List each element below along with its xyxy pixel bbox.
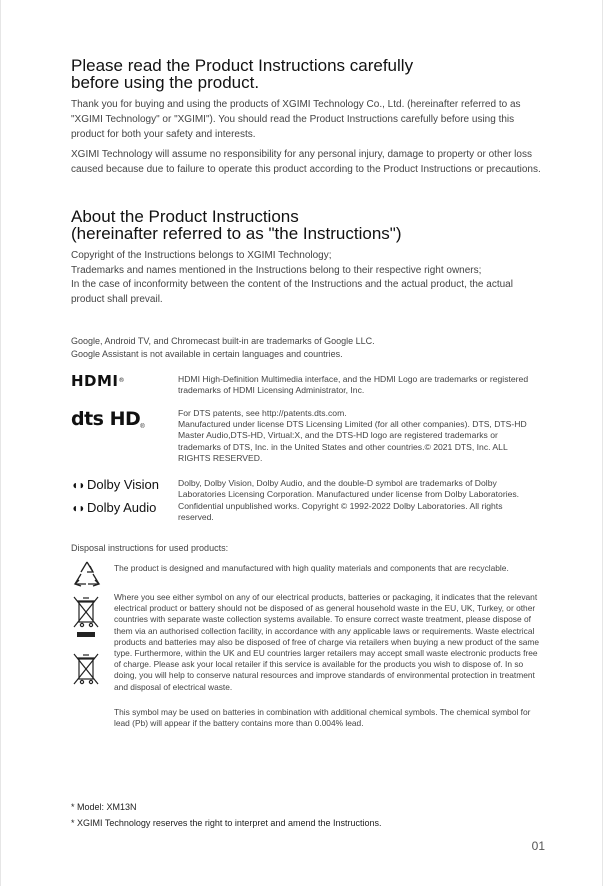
dolby-double-d-icon: ◖◗ — [71, 501, 86, 515]
google-trademark-line2: Google Assistant is not available in certain languages and countries. — [71, 349, 343, 359]
dolby-vision-logo: ◖◗ Dolby Vision — [71, 477, 160, 492]
about-line-1: Copyright of the Instructions belongs to XGIMI Technology; — [71, 250, 332, 261]
google-trademark-line1: Google, Android TV, and Chromecast built-in are trademarks of Google LLC. — [71, 336, 375, 346]
page-number: 01 — [531, 839, 545, 853]
about-heading-line1: About the Product Instructions — [71, 207, 299, 226]
about-heading-line2: (hereinafter referred to as "the Instructions") — [71, 224, 402, 243]
recycle-text: The product is designed and manufactured with high quality materials and components that are recyclable. — [114, 563, 509, 573]
weee-bin-icon — [71, 594, 101, 640]
intro-paragraph-2: XGIMI Technology will assume no responsibility for any personal injury, damage to property or other loss caused because due to failure to operate this product according to the Product Instructions or precautions. — [71, 149, 541, 175]
dolby-audio-logo: ◖◗ Dolby Audio — [71, 500, 157, 515]
hdmi-trademark-text: HDMI High-Definition Multimedia interface, and the HDMI Logo are trademarks or registered trademarks of HDMI Licensing Administrator, Inc. — [178, 374, 529, 396]
about-line-3: In the case of inconformity between the content of the Instructions and the actual product, the actual product shall prevail. — [71, 279, 513, 305]
dts-patents-line: For DTS patents, see http://patents.dts.com. — [178, 408, 347, 418]
recycle-icon — [71, 559, 103, 589]
dolby-trademark-text: Dolby, Dolby Vision, Dolby Audio, and the double-D symbol are trademarks of Dolby Laboratories Licensing Corporation. Manufactured under license from Dolby Laboratories. Confidential unpublished works. Copyright © 1992-2022 Dolby Laboratories. All rights reserved. — [178, 478, 520, 522]
disposal-heading: Disposal instructions for used products: — [71, 543, 229, 553]
about-line-2: Trademarks and names mentioned in the Instructions belong to their respective right owners; — [71, 265, 482, 276]
weee-text: Where you see either symbol on any of our electrical products, batteries or packaging, it indicates that the relevant electrical product or battery should not be disposed of as general household waste in the EU, UK, Turkey, or other countries with separate waste collection systems available. To ensure correct waste treatment, please dispose of them via an authorised collection facility, in accordance with any applicable laws or requirements. Waste electrical products and batteries may also be disposed of free of charge via retailers when buying a new product of the same type. Furthermore, within the UK and EU countries larger retailers may accept small waste electronic products free of charge. Please ask your local retailer if this service is available for the products you wish to dispose of. In so doing, you will help to conserve natural resources and improve standards of environmental protection in treatment and disposal of electrical waste. — [114, 592, 540, 692]
model-note: * Model: XM13N — [71, 802, 137, 812]
intro-paragraph-1: Thank you for buying and using the products of XGIMI Technology Co., Ltd. (hereinafter referred to as "XGIMI Technology" or "XGIMI"). You should read the Product Instructions carefully before using this product for both your safety and interests. — [71, 99, 521, 140]
dolby-double-d-icon: ◖◗ — [71, 478, 86, 492]
dts-trademark-text: Manufactured under license DTS Licensing Limited (for all other companies). DTS, DTS-HD Master Audio,DTS-HD, Virtual:X, and the DTS-HD logo are registered trademarks or trademarks of DTS, Inc. in the United States and other countries.© 2021 DTS, Inc. ALL RIGHTS RESERVED. — [178, 419, 527, 463]
main-heading-line2: before using the product. — [71, 73, 260, 92]
page-edge-left — [0, 0, 1, 886]
hdmi-logo: HDMI® — [71, 372, 126, 390]
rights-note: * XGIMI Technology reserves the right to interpret and amend the Instructions. — [71, 818, 382, 828]
battery-text: This symbol may be used on batteries in combination with additional chemical symbols. The chemical symbol for lead (Pb) will appear if the battery contains more than 0.004% lead. — [114, 707, 531, 729]
battery-bin-icon — [71, 651, 101, 687]
dts-hd-logo: dts HD® — [71, 408, 145, 430]
main-heading-line1: Please read the Product Instructions carefully — [71, 56, 414, 75]
